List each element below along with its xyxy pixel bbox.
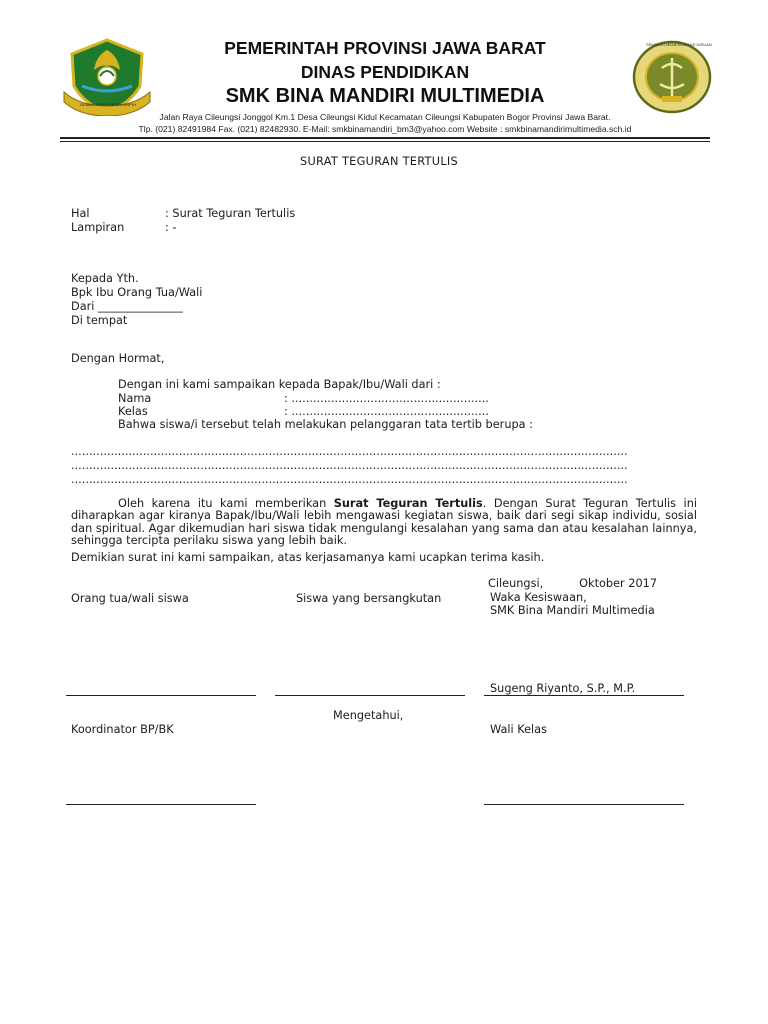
kelas-value: : ....................................................... <box>284 405 489 418</box>
header-address: Jalan Raya Cileungsi Jonggol Km.1 Desa Cileungsi Kidul Kecamatan Cileungsi Kabupaten Bogor Provinsi Jawa Barat. <box>159 112 611 122</box>
header-department: DINAS PENDIDIKAN <box>300 62 470 82</box>
mengetahui-label: Mengetahui, <box>333 709 404 722</box>
parent-signature-line <box>66 695 256 696</box>
right-logo-text: SEKOLAH MENENGAH KEJURUAN <box>646 42 712 47</box>
waka-title: Waka Kesiswaan, <box>490 591 587 604</box>
main-paragraph <box>71 498 697 548</box>
kelas-label: Kelas <box>118 405 148 418</box>
header-contact: Tlp. (021) 82491984 Fax. (021) 82482930. E-Mail: smkbinamandiri_bm3@yahoo.com Website : smkbinamandirimultimedia.sch.id <box>138 124 632 134</box>
bk-coordinator-label: Koordinator BP/BK <box>71 723 174 736</box>
header-divider <box>60 137 710 139</box>
homeroom-teacher-label: Wali Kelas <box>490 723 547 736</box>
waka-school: SMK Bina Mandiri Multimedia <box>490 604 655 617</box>
paragraph-suffix: . Dengan Surat Teguran Tertulis ini diharapkan agar kiranya Bapak/Ibu/Wali lebih mengawasi kegiatan siswa, baik dari segi sikap individu, sosial dan spiritual. Agar dikemudian hari siswa tidak mengulangi kesalahan yang sama dan atau kesalahan lainnya, sehingga tercipta perilaku siswa yang lebih baik. <box>71 497 697 548</box>
intro-line: Dengan ini kami sampaikan kepada Bapak/Ibu/Wali dari : <box>118 378 441 391</box>
place-date: Cileungsi, Oktober 2017 <box>488 577 658 590</box>
student-signature-label: Siswa yang bersangkutan <box>296 592 442 605</box>
header-divider-thin <box>60 141 710 142</box>
closing-line: Demikian surat ini kami sampaikan, atas kerjasamanya kami ucapkan terima kasih. <box>71 551 545 564</box>
lampiran-value: : - <box>165 221 177 234</box>
student-signature-line <box>275 695 465 696</box>
nama-value: : ....................................................... <box>284 392 489 405</box>
waka-name: Sugeng Riyanto, S.P., M.P. <box>490 682 636 695</box>
parent-signature-label: Orang tua/wali siswa <box>71 592 189 605</box>
nama-label: Nama <box>118 392 152 405</box>
left-logo-motto: GEMAH RIPAH REPEH RAPIH <box>80 102 136 107</box>
bk-signature-line <box>66 804 256 805</box>
letter-title: SURAT TEGURAN TERTULIS <box>300 155 459 168</box>
hal-value: : Surat Teguran Tertulis <box>165 207 296 220</box>
recipient-kepada: Kepada Yth. <box>71 272 139 285</box>
paragraph-prefix: Oleh karena itu kami memberikan <box>118 497 334 510</box>
hal-label: Hal <box>71 207 90 220</box>
recipient-dari: Dari _______________ <box>71 300 183 313</box>
violation-line: Bahwa siswa/i tersebut telah melakukan pelanggaran tata tertib berupa : <box>118 418 533 431</box>
header-government: PEMERINTAH PROVINSI JAWA BARAT <box>224 38 546 58</box>
dotted-line: ........................................................................................................................................................... <box>71 473 628 486</box>
salutation: Dengan Hormat, <box>71 352 165 365</box>
dotted-line: ........................................................................................................................................................... <box>71 445 628 458</box>
waka-signature-line <box>484 695 684 696</box>
homeroom-signature-line <box>484 804 684 805</box>
recipient-parent: Bpk Ibu Orang Tua/Wali <box>71 286 203 299</box>
paragraph-bold: Surat Teguran Tertulis <box>333 497 483 510</box>
jawa-barat-logo <box>60 36 155 116</box>
lampiran-label: Lampiran <box>71 221 125 234</box>
recipient-tempat: Di tempat <box>71 314 128 327</box>
dotted-line: ........................................................................................................................................................... <box>71 459 628 472</box>
school-seal-logo <box>632 40 712 114</box>
header-school-name: SMK BINA MANDIRI MULTIMEDIA <box>225 85 545 107</box>
